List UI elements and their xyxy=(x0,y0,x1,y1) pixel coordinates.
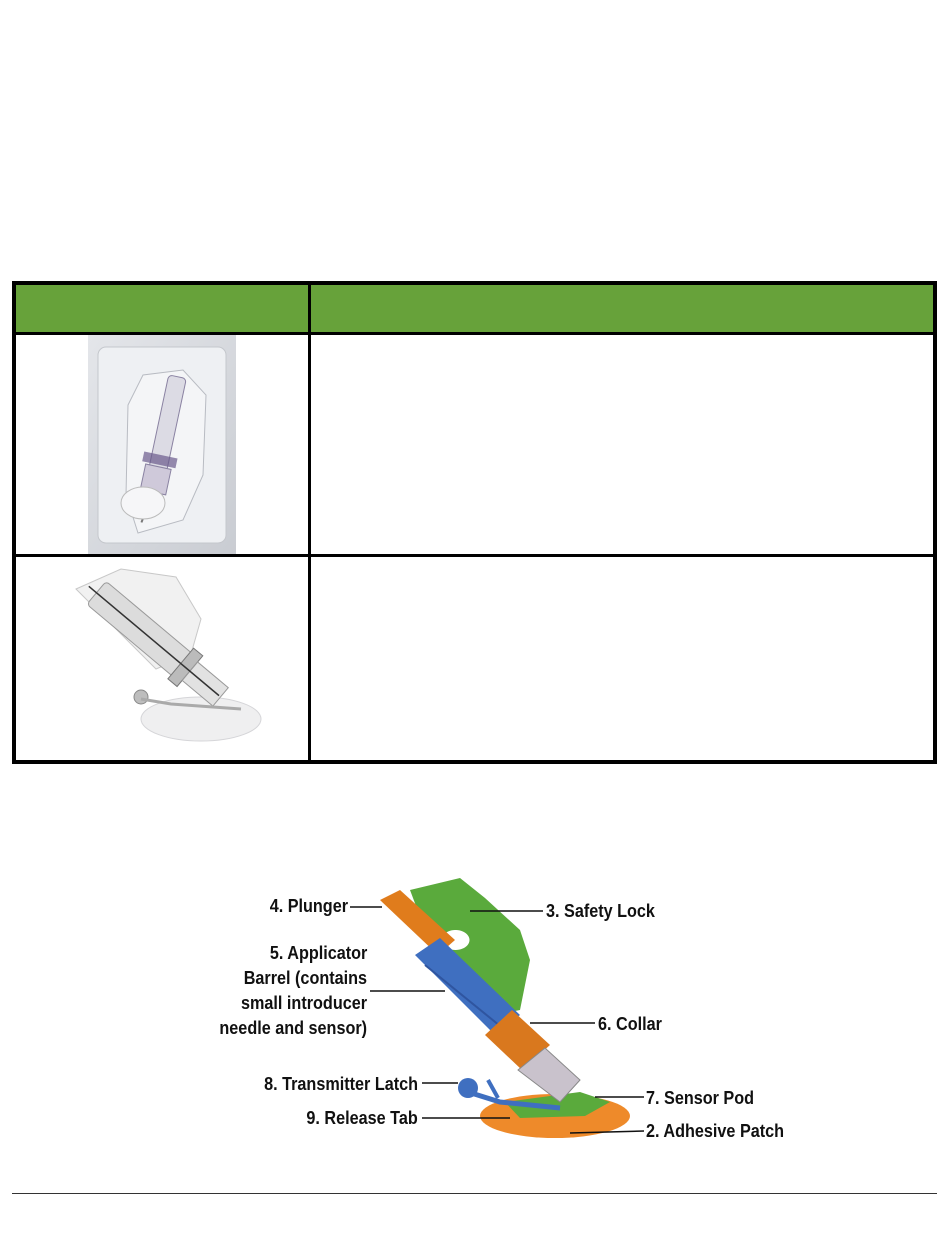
label-release-tab: 9. Release Tab xyxy=(306,1108,418,1128)
label-applicator-barrel-1: 5. Applicator xyxy=(269,943,367,963)
label-applicator-barrel-4: needle and sensor) xyxy=(219,1018,367,1038)
column-divider xyxy=(308,285,311,760)
label-applicator-barrel-3: small introducer xyxy=(240,993,367,1013)
label-applicator-barrel-2: Barrel (contains xyxy=(243,968,367,988)
label-sensor-pod: 7. Sensor Pod xyxy=(646,1088,755,1108)
label-transmitter-latch: 8. Transmitter Latch xyxy=(264,1074,418,1094)
label-safety-lock: 3. Safety Lock xyxy=(546,901,655,921)
table-header xyxy=(16,285,933,332)
sensor-package-photo-icon xyxy=(88,335,236,554)
label-collar: 6. Collar xyxy=(598,1014,662,1034)
components-table xyxy=(12,281,937,764)
row-divider xyxy=(16,554,933,557)
applicator-diagram xyxy=(200,870,820,1155)
label-adhesive-patch: 2. Adhesive Patch xyxy=(646,1121,785,1141)
footer-divider xyxy=(12,1193,937,1194)
label-plunger: 4. Plunger xyxy=(269,896,348,916)
applicator-photo-icon xyxy=(36,559,306,759)
